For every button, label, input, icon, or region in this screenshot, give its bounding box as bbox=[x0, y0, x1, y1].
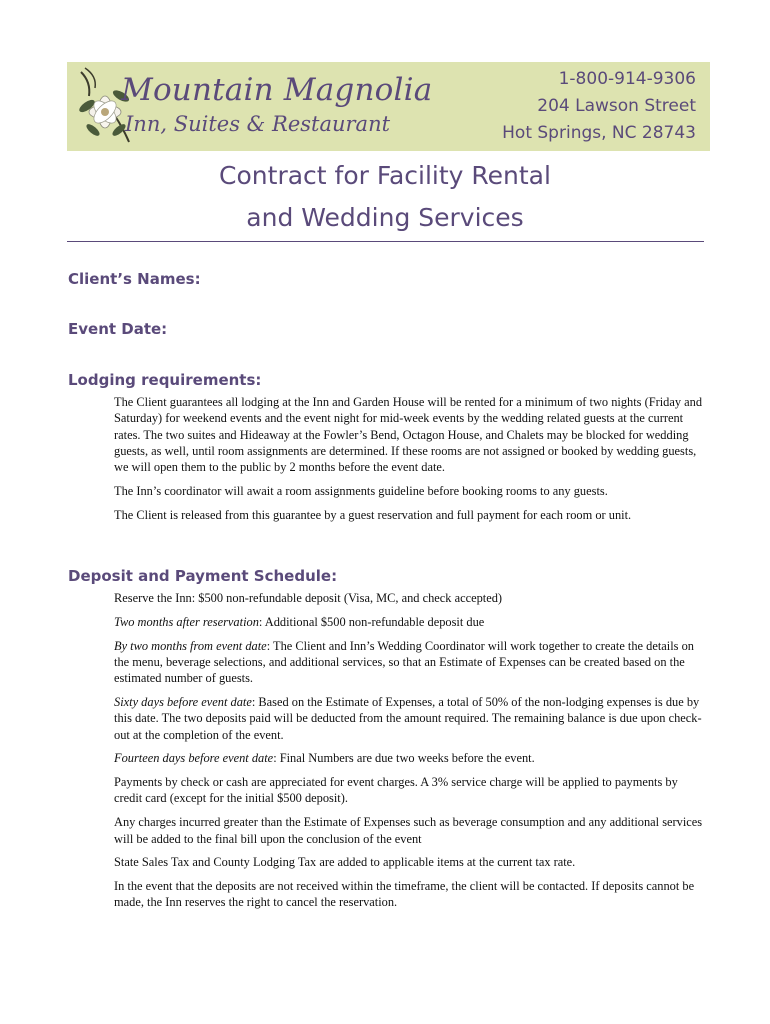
page-title bbox=[0, 155, 770, 239]
deposit-section bbox=[114, 590, 704, 918]
title-line-2: and Wedding Services bbox=[246, 203, 524, 232]
deposit-term: Two months after reservation bbox=[114, 614, 259, 629]
contact-info bbox=[502, 66, 696, 147]
lodging-paragraph: The Client guarantees all lodging at the Inn and Garden House will be rented for a minimum of two nights (Friday and Saturday) for weekend events and the event night for mid-week events by the wedding related guests at the current rates. The two suites and Hideaway at the Fowler’s Bend, Octagon House, and Chalets may be blocked for wedding guests, as well, until room assignments are determined. If these rooms are not assigned or booked by wedding guests, we will open them to the public by 2 months before the event date. bbox=[114, 395, 703, 475]
deposit-paragraph bbox=[114, 694, 704, 743]
deposit-paragraph: Any charges incurred greater than the Estimate of Expenses such as beverage consumption and any additional services will be added to the final bill upon the conclusion of the event bbox=[114, 815, 703, 846]
phone-number: 1-800-914-9306 bbox=[558, 69, 696, 89]
deposit-term: Fourteen days before event date bbox=[114, 751, 274, 766]
header-banner bbox=[67, 62, 710, 151]
deposit-paragraph bbox=[114, 614, 704, 630]
deposit-term: Sixty days before event date bbox=[114, 694, 252, 709]
deposit-term-text: : The Client and Inn’s Wedding Coordinator will work together to create the details on the menu, beverage selections, and additional services, so that an Estimate of Expenses can be created based on the estimated number of guests. bbox=[114, 638, 694, 686]
deposit-heading: Deposit and Payment Schedule: bbox=[68, 567, 338, 585]
deposit-term-text: : Based on the Estimate of Expenses, a total of 50% of the non-lodging expenses is due by this date. The two deposits paid will be deducted from the amount required. The remaining balance is due upon check-out at the completion of the event. bbox=[114, 694, 702, 742]
deposit-paragraph: Reserve the Inn: $500 non-refundable deposit (Visa, MC, and check accepted) bbox=[114, 591, 503, 605]
deposit-term-text: : Final Numbers are due two weeks before the event. bbox=[273, 751, 535, 766]
lodging-paragraph: The Inn’s coordinator will await a room assignments guideline before booking rooms to any guests. bbox=[114, 483, 608, 498]
deposit-paragraph bbox=[114, 638, 704, 687]
deposit-paragraph: Payments by check or cash are appreciated for event charges. A 3% service charge will be applied to payments by credit card (except for the initial $500 deposit). bbox=[114, 775, 678, 806]
clients-names-label: Client’s Names: bbox=[68, 270, 201, 288]
street-address: 204 Lawson Street bbox=[537, 96, 696, 116]
logo-subtitle: Inn, Suites & Restaurant bbox=[125, 112, 391, 136]
deposit-paragraph: State Sales Tax and County Lodging Tax are added to applicable items at the current tax rate. bbox=[114, 855, 576, 870]
logo-name: Mountain Magnolia bbox=[121, 72, 433, 108]
deposit-term: By two months from event date bbox=[114, 638, 267, 653]
deposit-term-text: : Additional $500 non-refundable deposit due bbox=[258, 614, 485, 629]
deposit-paragraph: In the event that the deposits are not received within the timeframe, the client will be contacted. If deposits cannot be made, the Inn reserves the right to cancel the reservation. bbox=[114, 879, 695, 910]
deposit-paragraph bbox=[114, 750, 704, 766]
title-divider bbox=[67, 241, 704, 242]
title-line-1: Contract for Facility Rental bbox=[219, 161, 551, 190]
lodging-paragraph: The Client is released from this guarantee by a guest reservation and full payment for each room or unit. bbox=[114, 507, 632, 522]
event-date-label: Event Date: bbox=[68, 320, 168, 338]
city-address: Hot Springs, NC 28743 bbox=[502, 123, 696, 143]
lodging-section bbox=[114, 394, 704, 531]
lodging-heading: Lodging requirements: bbox=[68, 371, 262, 389]
